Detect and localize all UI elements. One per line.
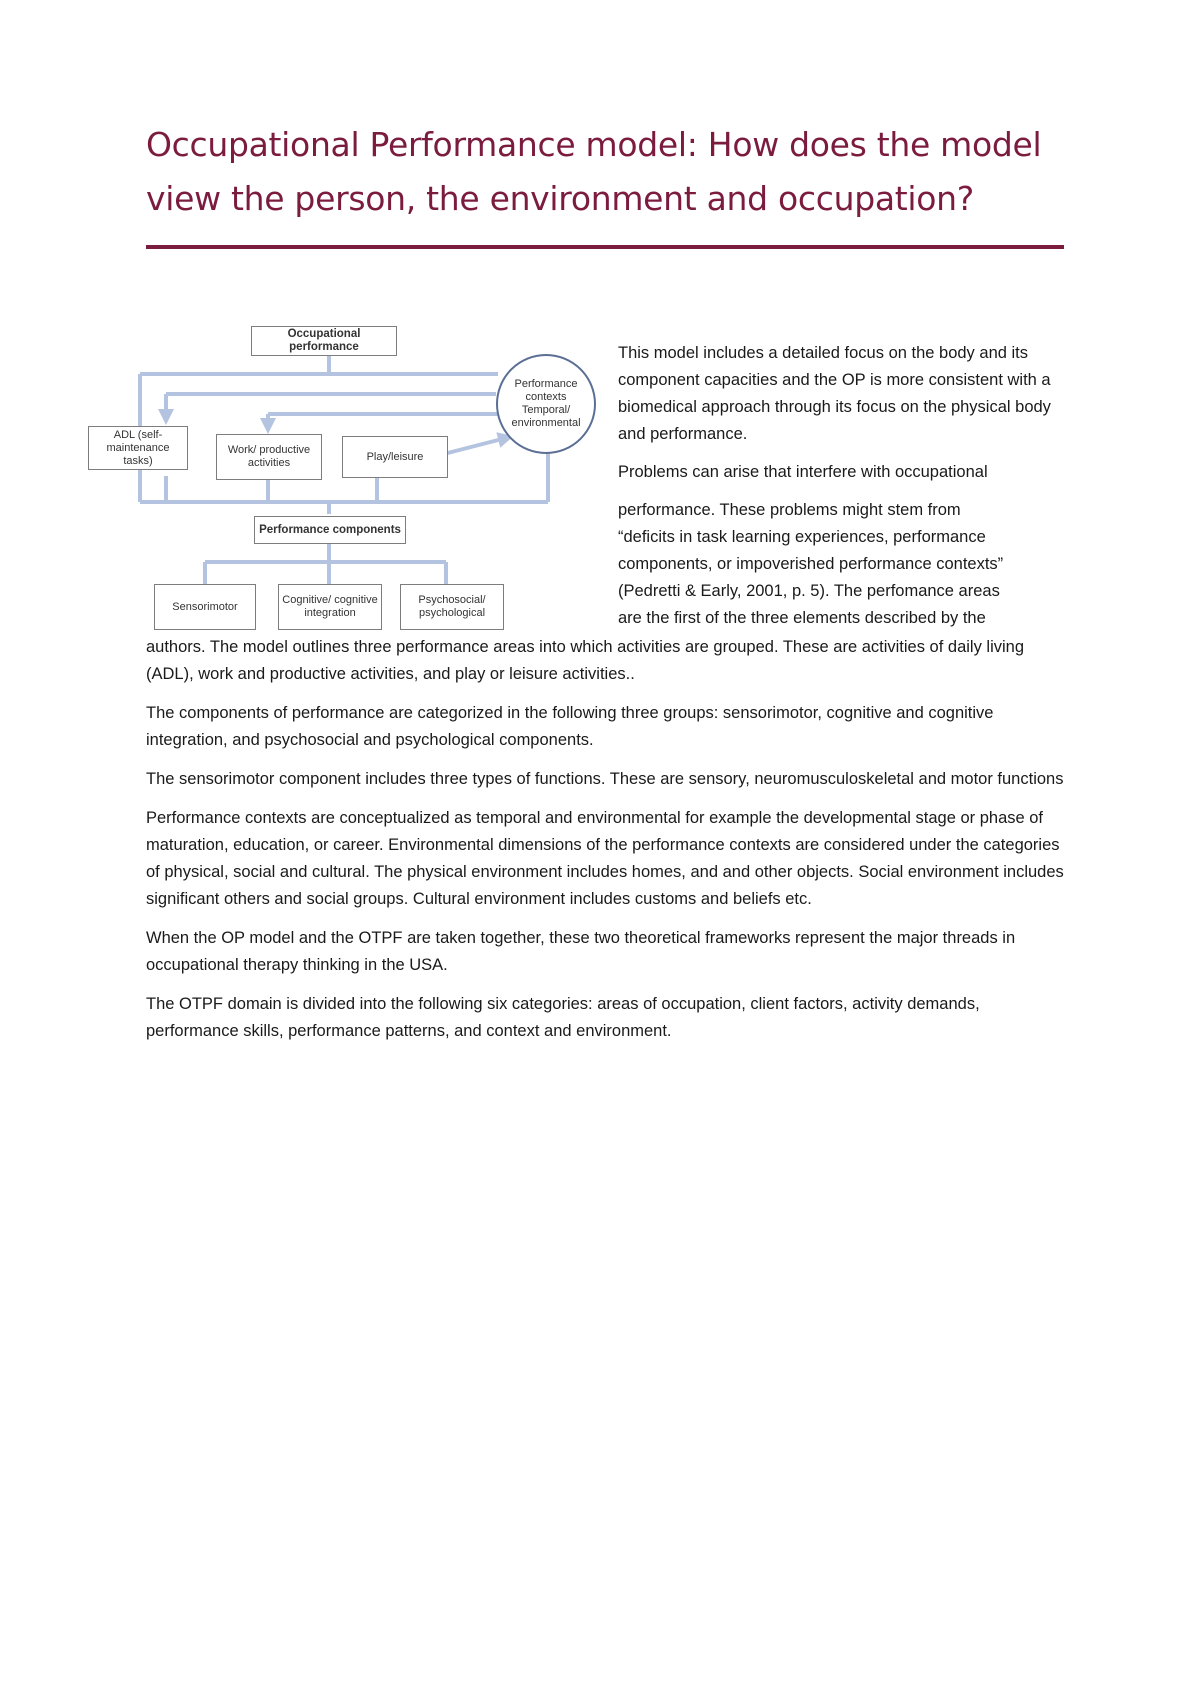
body-text <box>146 634 1068 1057</box>
body-paragraph-continuation: authors. The model outlines three performance areas into which activities are grouped. These are activities of daily living (ADL), work and productive activities, and play or leisure activities.. <box>146 638 1025 683</box>
adl-box: ADL (self-maintenance tasks) <box>88 426 188 470</box>
title-divider <box>146 245 1064 249</box>
side-line: performance. These problems might stem from <box>618 501 961 519</box>
title-line-2: view the person, the environment and occupation? <box>146 179 974 218</box>
body-paragraph-otpf: When the OP model and the OTPF are taken together, these two theoretical frameworks represent the major threads in occupational therapy thinking in the USA. <box>146 929 1016 974</box>
side-text <box>618 340 1068 632</box>
side-paragraph-2: Problems can arise that interfere with occupational <box>618 463 988 481</box>
play-leisure-box: Play/leisure <box>342 436 448 478</box>
side-paragraph-3 <box>618 497 1068 632</box>
side-line: “deficits in task learning experiences, performance <box>618 528 986 546</box>
psychosocial-box: Psychosocial/ psychological <box>400 584 504 630</box>
op-model-diagram <box>86 322 604 632</box>
body-paragraph-contexts: Performance contexts are conceptualized as temporal and environmental for example the developmental stage or phase of maturation, education, or career. Environmental dimensions of the performance contexts are considered under the categories of physical, social and cultural. The physical environment includes homes, and and other objects. Social environment includes significant others and social groups. Cultural environment includes customs and beliefs etc. <box>146 809 1064 908</box>
sensorimotor-box: Sensorimotor <box>154 584 256 630</box>
body-paragraph-components: The components of performance are categorized in the following three groups: sensorimotor, cognitive and cognitive integration, and psychosocial and psychological components. <box>146 704 994 749</box>
work-box: Work/ productive activities <box>216 434 322 480</box>
cognitive-box: Cognitive/ cognitive integration <box>278 584 382 630</box>
occupational-performance-box: Occupational performance <box>251 326 397 356</box>
title-line-1: Occupational Performance model: How does the model <box>146 125 1042 164</box>
page-title <box>146 118 1066 226</box>
side-line: (Pedretti & Early, 2001, p. 5). The perfomance areas <box>618 582 1000 600</box>
body-paragraph-sensorimotor: The sensorimotor component includes three types of functions. These are sensory, neuromusculoskeletal and motor functions <box>146 770 1064 788</box>
side-line: are the first of the three elements described by the <box>618 609 986 627</box>
body-paragraph-domain: The OTPF domain is divided into the following six categories: areas of occupation, client factors, activity demands, performance skills, performance patterns, and context and environment. <box>146 995 980 1040</box>
side-line: components, or impoverished performance contexts” <box>618 555 1004 573</box>
side-paragraph-1: This model includes a detailed focus on the body and its component capacities and the OP is more consistent with a biomedical approach through its focus on the physical body and performance. <box>618 344 1051 443</box>
performance-contexts-circle: Performance contexts Temporal/ environmental <box>496 354 596 454</box>
performance-components-box: Performance components <box>254 516 406 544</box>
